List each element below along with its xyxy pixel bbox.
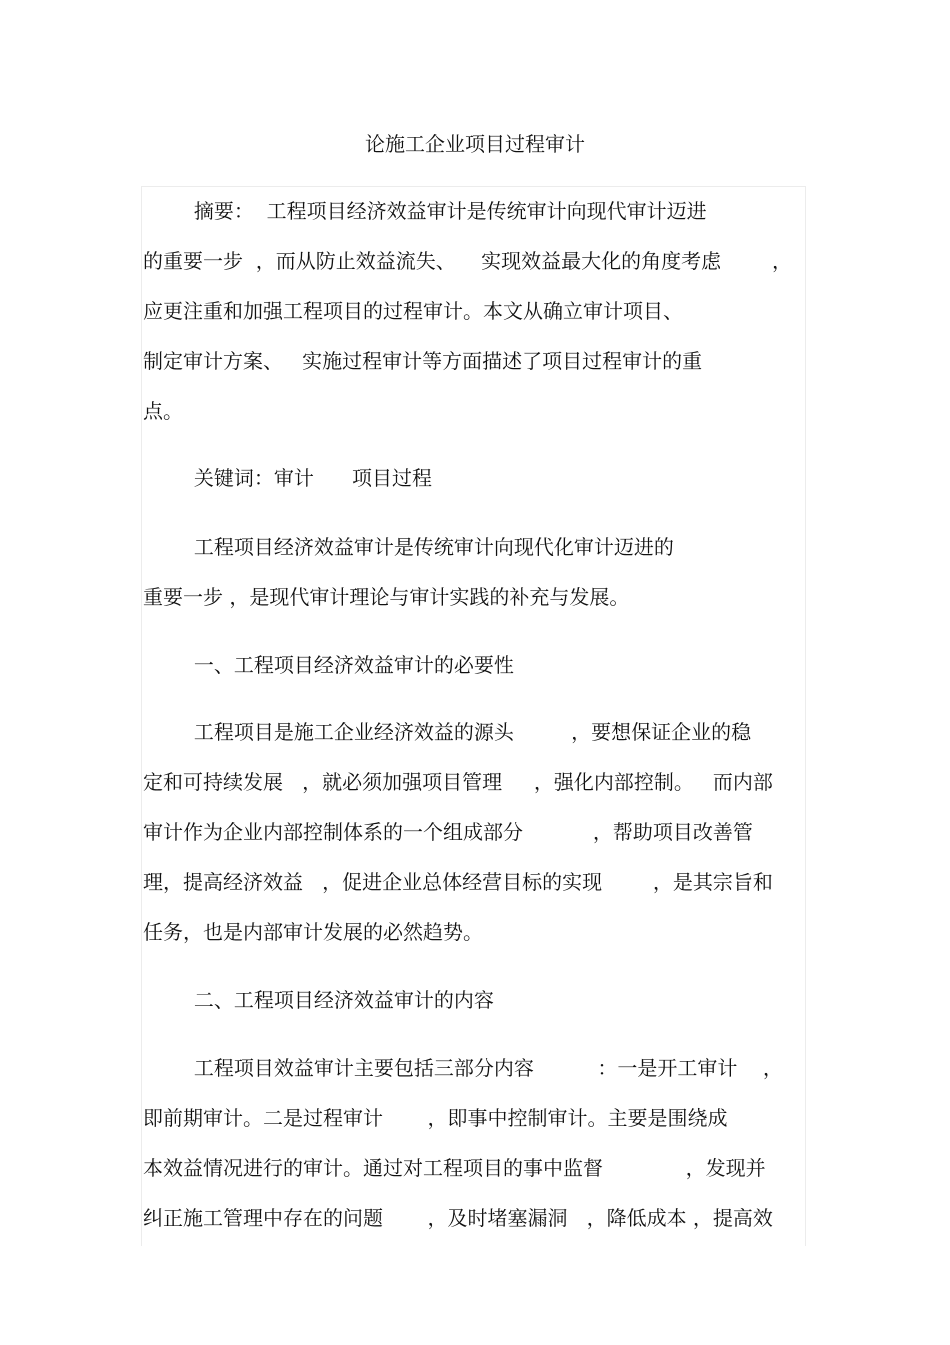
body-line: 审计作为企业内部控制体系的一个组成部分 ，帮助项目改善管 [143, 820, 753, 844]
body-line: 工程项目是施工企业经济效益的源头 ，要想保证企业的稳 [143, 720, 752, 744]
section-heading-1: 一、工程项目经济效益审计的必要性 [143, 653, 514, 677]
body-line: 即前期审计。二是过程审计 ，即事中控制审计。主要是围绕成 [143, 1106, 728, 1130]
body-line: 定和可持续发展 ，就必须加强项目管理 ，强化内部控制。 而内部 [143, 770, 773, 794]
body-line: 工程项目效益审计主要包括三部分内容 ：一是开工审计 ， [143, 1056, 783, 1080]
body-line: 的重要一步 ，而从防止效益流失、 实现效益最大化的角度考虑 ， [143, 249, 793, 273]
body-line: 纠正施工管理中存在的问题 ，及时堵塞漏洞 ，降低成本 ，提高效 [143, 1206, 773, 1230]
body-line: 制定审计方案、 实施过程审计等方面描述了项目过程审计的重 [143, 349, 703, 373]
body-line: 应更注重和加强工程项目的过程审计。本文从确立审计项目、 [143, 299, 683, 323]
body-line: 工程项目经济效益审计是传统审计向现代化审计迈进的 [143, 535, 674, 559]
keywords-line: 关键词：审计 项目过程 [143, 466, 433, 490]
body-line: 重要一步 ，是现代审计理论与审计实践的补充与发展。 [143, 585, 630, 609]
body-line: 理，提高经济效益 ，促进企业总体经营目标的实现 ，是其宗旨和 [143, 870, 773, 894]
document-title: 论施工企业项目过程审计 [365, 132, 585, 156]
section-heading-2: 二、工程项目经济效益审计的内容 [143, 988, 494, 1012]
body-line: 摘要： 工程项目经济效益审计是传统审计向现代审计迈进 [143, 199, 707, 223]
body-line: 任务，也是内部审计发展的必然趋势。 [143, 920, 483, 944]
document-body-frame [141, 186, 806, 1246]
body-line: 本效益情况进行的审计。通过对工程项目的事中监督 ，发现并 [143, 1156, 766, 1180]
body-line: 点。 [143, 399, 183, 423]
